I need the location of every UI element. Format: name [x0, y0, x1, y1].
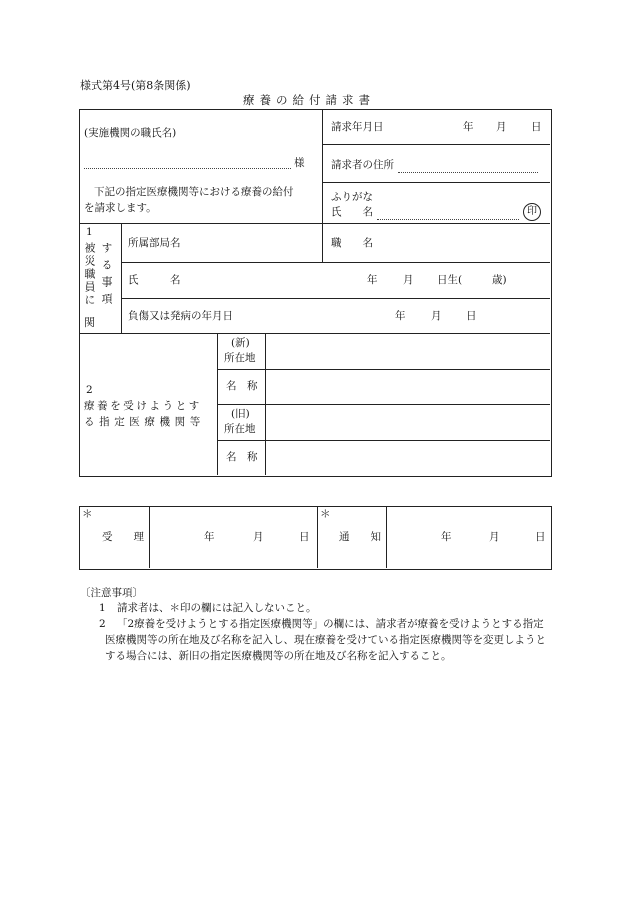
- section2-number: 2: [86, 384, 93, 396]
- received-year: 年: [204, 531, 215, 543]
- divider: [121, 298, 550, 299]
- new-name-label: 名 称: [226, 380, 258, 392]
- divider: [317, 506, 318, 568]
- divider: [217, 404, 550, 405]
- request-text-line2: を請求します。: [84, 202, 157, 214]
- form-title: 療養の給付請求書: [243, 93, 375, 107]
- divider: [386, 506, 387, 568]
- divider: [217, 369, 550, 370]
- injury-date-label: 負傷又は発病の年月日: [128, 310, 233, 322]
- request-date-year: 年: [463, 121, 474, 133]
- new-label: (新): [231, 337, 250, 349]
- divider: [121, 262, 550, 263]
- notified-day: 日: [535, 531, 546, 543]
- address-label: 請求者の住所: [331, 159, 394, 171]
- seal-mark: 印: [523, 203, 541, 221]
- honorific-sama: 様: [294, 157, 305, 169]
- section1-number: 1: [86, 226, 93, 238]
- received-day: 日: [299, 531, 310, 543]
- received-label: 受 理: [102, 531, 144, 543]
- injury-month: 月: [431, 310, 442, 322]
- divider: [322, 182, 550, 183]
- section1-vertical-kan: 関: [84, 316, 95, 329]
- divider: [217, 440, 550, 441]
- injury-year: 年: [395, 310, 406, 322]
- divider: [322, 144, 550, 145]
- request-date-label: 請求年月日: [331, 121, 384, 133]
- old-name-label: 名 称: [226, 451, 258, 463]
- note-1-text: 請求者は、＊印の欄には記入しないこと。: [117, 602, 317, 614]
- injury-day: 日: [466, 310, 477, 322]
- name-field[interactable]: [377, 219, 519, 220]
- section2-label-line2: る指定医療機関等: [84, 416, 205, 428]
- note-2-text: 「2療養を受けようとする指定医療機関等」の欄には、請求者が療養を受けようとする指定医療機関等の所在地及び名称を記入し、現在療養を受けている指定医療機関等を変更しようとする場合には、新旧の指定医療機関等の所在地及び名称を記入すること。: [105, 618, 546, 662]
- department-label: 所属部局名: [128, 237, 181, 249]
- request-text-line1: 下記の指定医療機関等における療養の給付: [94, 186, 294, 198]
- asterisk-received: ＊: [82, 508, 93, 520]
- notes-heading: 〔注意事項〕: [80, 587, 143, 599]
- name-label: 氏 名: [331, 206, 373, 218]
- divider: [217, 333, 218, 475]
- institution-name-field[interactable]: [84, 168, 291, 169]
- employee-name-label: 氏 名: [128, 274, 181, 286]
- divider: [149, 506, 150, 568]
- job-title-label: 職 名: [331, 237, 373, 249]
- section1-vertical-right: する事項: [100, 242, 113, 310]
- furigana-label: ふりがな: [331, 191, 373, 203]
- form-number: 様式第4号(第8条関係): [80, 79, 191, 92]
- divider: [121, 223, 122, 333]
- asterisk-notified: ＊: [320, 508, 331, 520]
- request-date-day: 日: [531, 121, 542, 133]
- divider: [322, 109, 323, 262]
- section2-label-line1: 療養を受けようとす: [84, 400, 202, 412]
- notified-year: 年: [441, 531, 452, 543]
- birth-year: 年: [367, 274, 378, 286]
- age-suffix: 歳): [492, 274, 507, 286]
- notified-label: 通 知: [339, 531, 381, 543]
- received-month: 月: [253, 531, 264, 543]
- section1-vertical-left: 被災職員に: [83, 242, 96, 307]
- birth-day-suffix: 日生(: [437, 274, 463, 286]
- note-2-number: 2: [99, 618, 106, 630]
- birth-month: 月: [403, 274, 414, 286]
- note-1-number: 1: [99, 602, 106, 614]
- old-location-label: 所在地: [224, 423, 256, 435]
- request-date-month: 月: [496, 121, 507, 133]
- address-field[interactable]: [398, 172, 538, 173]
- institution-label: (実施機関の職氏名): [84, 127, 177, 139]
- new-location-label: 所在地: [224, 352, 256, 364]
- divider: [265, 333, 266, 475]
- divider: [79, 333, 550, 334]
- old-label: (旧): [231, 408, 250, 420]
- divider: [79, 223, 550, 224]
- notified-month: 月: [489, 531, 500, 543]
